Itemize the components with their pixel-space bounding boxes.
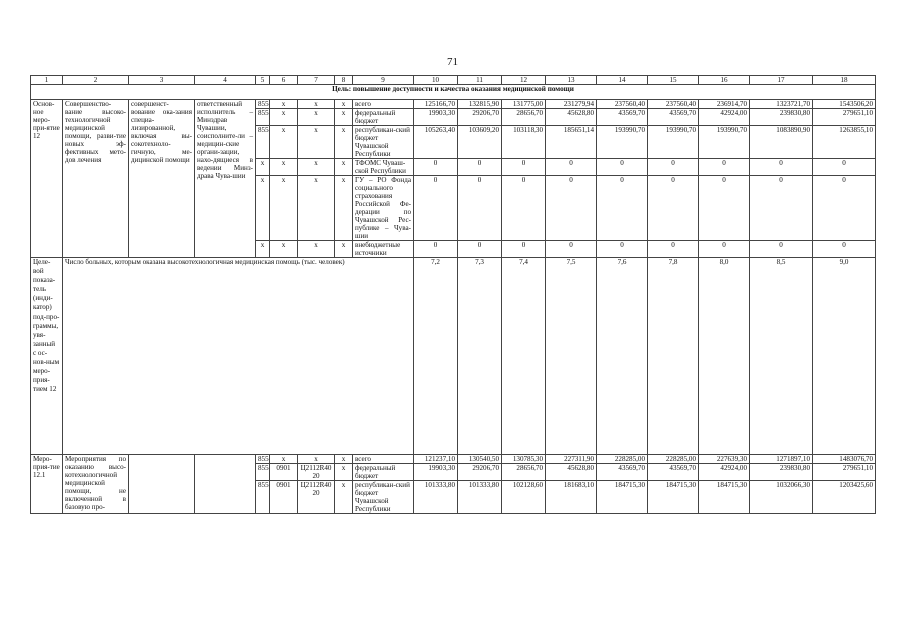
event-name-cell: Мероприятия по оказанию высо-котехнологичной медицинской помощи, не включенной в базовую про- — [63, 455, 129, 514]
value-cell: 8,5 — [750, 258, 813, 455]
value-cell: 103609,20 — [458, 126, 502, 159]
value-cell: 181683,10 — [546, 481, 597, 514]
section-cell: х — [270, 109, 298, 126]
value-cell: 19903,30 — [414, 109, 458, 126]
value-cell: 0 — [546, 176, 597, 241]
value-cell: 130785,30 — [502, 455, 546, 464]
value-cell: 101333,80 — [414, 481, 458, 514]
value-cell: 0 — [502, 176, 546, 241]
value-cell: 8,0 — [699, 258, 750, 455]
expense-type-cell: х — [335, 455, 353, 464]
value-cell: 42924,00 — [699, 464, 750, 481]
target-article-cell: х — [298, 241, 335, 258]
section-cell: 0901 — [270, 481, 298, 514]
value-cell: 42924,00 — [699, 109, 750, 126]
grbs-cell: 855 — [256, 464, 270, 481]
col-header: 16 — [699, 76, 750, 85]
value-cell: 193990,70 — [648, 126, 699, 159]
value-cell: 9,0 — [813, 258, 876, 455]
grbs-cell: х — [256, 159, 270, 176]
value-cell: 239830,80 — [750, 109, 813, 126]
col-header: 14 — [597, 76, 648, 85]
source-cell: ГУ – РО Фонда социального страхования Российской Фе-дерации по Чувашской Рес-публике – Чува-шии — [353, 176, 414, 241]
value-cell: 0 — [458, 176, 502, 241]
grbs-cell: 855 — [256, 481, 270, 514]
value-cell: 193990,70 — [597, 126, 648, 159]
value-cell: 43569,70 — [648, 464, 699, 481]
target-article-cell: х — [298, 455, 335, 464]
value-cell: 0 — [648, 241, 699, 258]
col-header: 8 — [335, 76, 353, 85]
value-cell: 0 — [750, 241, 813, 258]
col-header: 4 — [195, 76, 256, 85]
value-cell: 0 — [813, 241, 876, 258]
goal-text: Цель: повышение доступности и качества оказания медицинской помощи — [31, 85, 876, 100]
col-header: 5 — [256, 76, 270, 85]
event-executor-cell — [195, 455, 256, 514]
value-cell: 228285,00 — [648, 455, 699, 464]
target-article-cell: х — [298, 126, 335, 159]
source-cell: всего — [353, 100, 414, 109]
col-header: 12 — [502, 76, 546, 85]
col-header: 6 — [270, 76, 298, 85]
value-cell: 237560,40 — [597, 100, 648, 109]
grbs-cell: 855 — [256, 109, 270, 126]
grbs-cell: х — [256, 176, 270, 241]
value-cell: 231279,94 — [546, 100, 597, 109]
value-cell: 0 — [597, 159, 648, 176]
value-cell: 1323721,70 — [750, 100, 813, 109]
col-header: 13 — [546, 76, 597, 85]
indicator-row — [31, 258, 876, 455]
value-cell: 0 — [458, 241, 502, 258]
source-cell: всего — [353, 455, 414, 464]
program-table — [30, 75, 876, 514]
value-cell: 7,5 — [546, 258, 597, 455]
section-cell: х — [270, 455, 298, 464]
section-cell: х — [270, 176, 298, 241]
goal-row — [31, 85, 876, 100]
grbs-cell: 855 — [256, 455, 270, 464]
target-article-cell: х — [298, 159, 335, 176]
value-cell: 0 — [750, 159, 813, 176]
source-cell: федеральный бюджет — [353, 464, 414, 481]
value-cell: 7,4 — [502, 258, 546, 455]
expense-type-cell: х — [335, 241, 353, 258]
value-cell: 101333,80 — [458, 481, 502, 514]
expense-type-cell: х — [335, 464, 353, 481]
event-task-cell — [129, 455, 195, 514]
value-cell: 0 — [750, 176, 813, 241]
value-cell: 29206,70 — [458, 464, 502, 481]
col-header: 2 — [63, 76, 129, 85]
column-number-row — [31, 76, 876, 85]
value-cell: 103118,30 — [502, 126, 546, 159]
value-cell: 184715,30 — [699, 481, 750, 514]
value-cell: 121237,10 — [414, 455, 458, 464]
value-cell: 279651,10 — [813, 464, 876, 481]
value-cell: 193990,70 — [699, 126, 750, 159]
col-header: 17 — [750, 76, 813, 85]
source-cell: республикан-ский бюджет Чувашской Республики — [353, 126, 414, 159]
target-article-cell: Ц2112R40 20 — [298, 481, 335, 514]
value-cell: 0 — [699, 176, 750, 241]
value-cell: 28656,70 — [502, 464, 546, 481]
value-cell: 1203425,60 — [813, 481, 876, 514]
expense-type-cell: х — [335, 109, 353, 126]
value-cell: 7,8 — [648, 258, 699, 455]
section-cell: х — [270, 241, 298, 258]
value-cell: 0 — [414, 241, 458, 258]
value-cell: 28656,70 — [502, 109, 546, 126]
value-cell: 236914,70 — [699, 100, 750, 109]
event-type-cell: Основ-ное меро-при-ятие 12 — [31, 100, 63, 258]
col-header: 11 — [458, 76, 502, 85]
value-cell: 184715,30 — [597, 481, 648, 514]
value-cell: 184715,30 — [648, 481, 699, 514]
expense-type-cell: х — [335, 481, 353, 514]
value-cell: 185651,14 — [546, 126, 597, 159]
event-name-cell: Совершенство-вание высоко-технологичной медицинской помощи, разви-тие новых эф-фективных мето-дов лечения — [63, 100, 129, 258]
col-header: 1 — [31, 76, 63, 85]
expense-type-cell: х — [335, 159, 353, 176]
value-cell: 130540,50 — [458, 455, 502, 464]
expense-type-cell: х — [335, 176, 353, 241]
col-header: 18 — [813, 76, 876, 85]
col-header: 15 — [648, 76, 699, 85]
source-cell: ТФОМС Чуваш-ской Республики — [353, 159, 414, 176]
grbs-cell: х — [256, 241, 270, 258]
value-cell: 239830,80 — [750, 464, 813, 481]
value-cell: 29206,70 — [458, 109, 502, 126]
value-cell: 105263,40 — [414, 126, 458, 159]
value-cell: 0 — [597, 241, 648, 258]
value-cell: 0 — [597, 176, 648, 241]
value-cell: 1543506,20 — [813, 100, 876, 109]
value-cell: 0 — [414, 176, 458, 241]
value-cell: 132815,90 — [458, 100, 502, 109]
value-cell: 43569,70 — [597, 464, 648, 481]
section-cell: 0901 — [270, 464, 298, 481]
value-cell: 0 — [648, 176, 699, 241]
section-cell: х — [270, 159, 298, 176]
expense-type-cell: х — [335, 126, 353, 159]
value-cell: 0 — [813, 159, 876, 176]
value-cell: 1083890,90 — [750, 126, 813, 159]
page-number: 71 — [447, 56, 458, 68]
grbs-cell: 855 — [256, 126, 270, 159]
col-header: 9 — [353, 76, 414, 85]
col-header: 3 — [129, 76, 195, 85]
value-cell: 43569,70 — [597, 109, 648, 126]
value-cell: 7,3 — [458, 258, 502, 455]
source-cell: республикан-ский бюджет Чувашской Республики — [353, 481, 414, 514]
expense-type-cell: х — [335, 100, 353, 109]
value-cell: 102128,60 — [502, 481, 546, 514]
value-cell: 227639,30 — [699, 455, 750, 464]
value-cell: 0 — [813, 176, 876, 241]
col-header: 10 — [414, 76, 458, 85]
value-cell: 0 — [502, 159, 546, 176]
target-article-cell: Ц2112R40 20 — [298, 464, 335, 481]
value-cell: 1271897,10 — [750, 455, 813, 464]
value-cell: 1483076,70 — [813, 455, 876, 464]
value-cell: 1263855,10 — [813, 126, 876, 159]
table-row — [31, 100, 876, 109]
value-cell: 279651,10 — [813, 109, 876, 126]
source-cell: федеральный бюджет — [353, 109, 414, 126]
section-cell: х — [270, 126, 298, 159]
event-type-cell: Меро-прия-тие 12.1 — [31, 455, 63, 514]
value-cell: 7,6 — [597, 258, 648, 455]
value-cell: 45628,80 — [546, 109, 597, 126]
indicator-text-cell: Число больных, которым оказана высокотехнологичная медицинская помощь (тыс. человек) — [63, 258, 414, 455]
value-cell: 19903,30 — [414, 464, 458, 481]
target-article-cell: х — [298, 100, 335, 109]
source-cell: внебюджетные источники — [353, 241, 414, 258]
target-article-cell: х — [298, 109, 335, 126]
target-article-cell: х — [298, 176, 335, 241]
value-cell: 0 — [546, 241, 597, 258]
value-cell: 0 — [458, 159, 502, 176]
event-executor-cell: ответственный исполнитель – Минздрав Чувашии, соисполните-ли – медицин-ские органи-зации, нахо-дящиеся в ведении Минз-драва Чува-шии — [195, 100, 256, 258]
value-cell: 0 — [502, 241, 546, 258]
value-cell: 0 — [648, 159, 699, 176]
event-task-cell: совершенст-вование ока-зания специа-лизированной, включая вы-сокотехноло-гичную, ме-дицинской помощи — [129, 100, 195, 258]
value-cell: 43569,70 — [648, 109, 699, 126]
indicator-label-cell: Целе-вой показа-тель (инди-катор) под-про-граммы, увя-занный с ос-нов-ным меро-прия-тием 12 — [31, 258, 63, 455]
value-cell: 1032066,30 — [750, 481, 813, 514]
col-header: 7 — [298, 76, 335, 85]
section-cell: х — [270, 100, 298, 109]
value-cell: 227311,90 — [546, 455, 597, 464]
grbs-cell: 855 — [256, 100, 270, 109]
value-cell: 131775,00 — [502, 100, 546, 109]
value-cell: 0 — [699, 159, 750, 176]
table-row — [31, 455, 876, 464]
value-cell: 237560,40 — [648, 100, 699, 109]
value-cell: 7,2 — [414, 258, 458, 455]
value-cell: 228285,00 — [597, 455, 648, 464]
value-cell: 0 — [546, 159, 597, 176]
value-cell: 0 — [699, 241, 750, 258]
value-cell: 0 — [414, 159, 458, 176]
value-cell: 45628,80 — [546, 464, 597, 481]
value-cell: 125166,70 — [414, 100, 458, 109]
